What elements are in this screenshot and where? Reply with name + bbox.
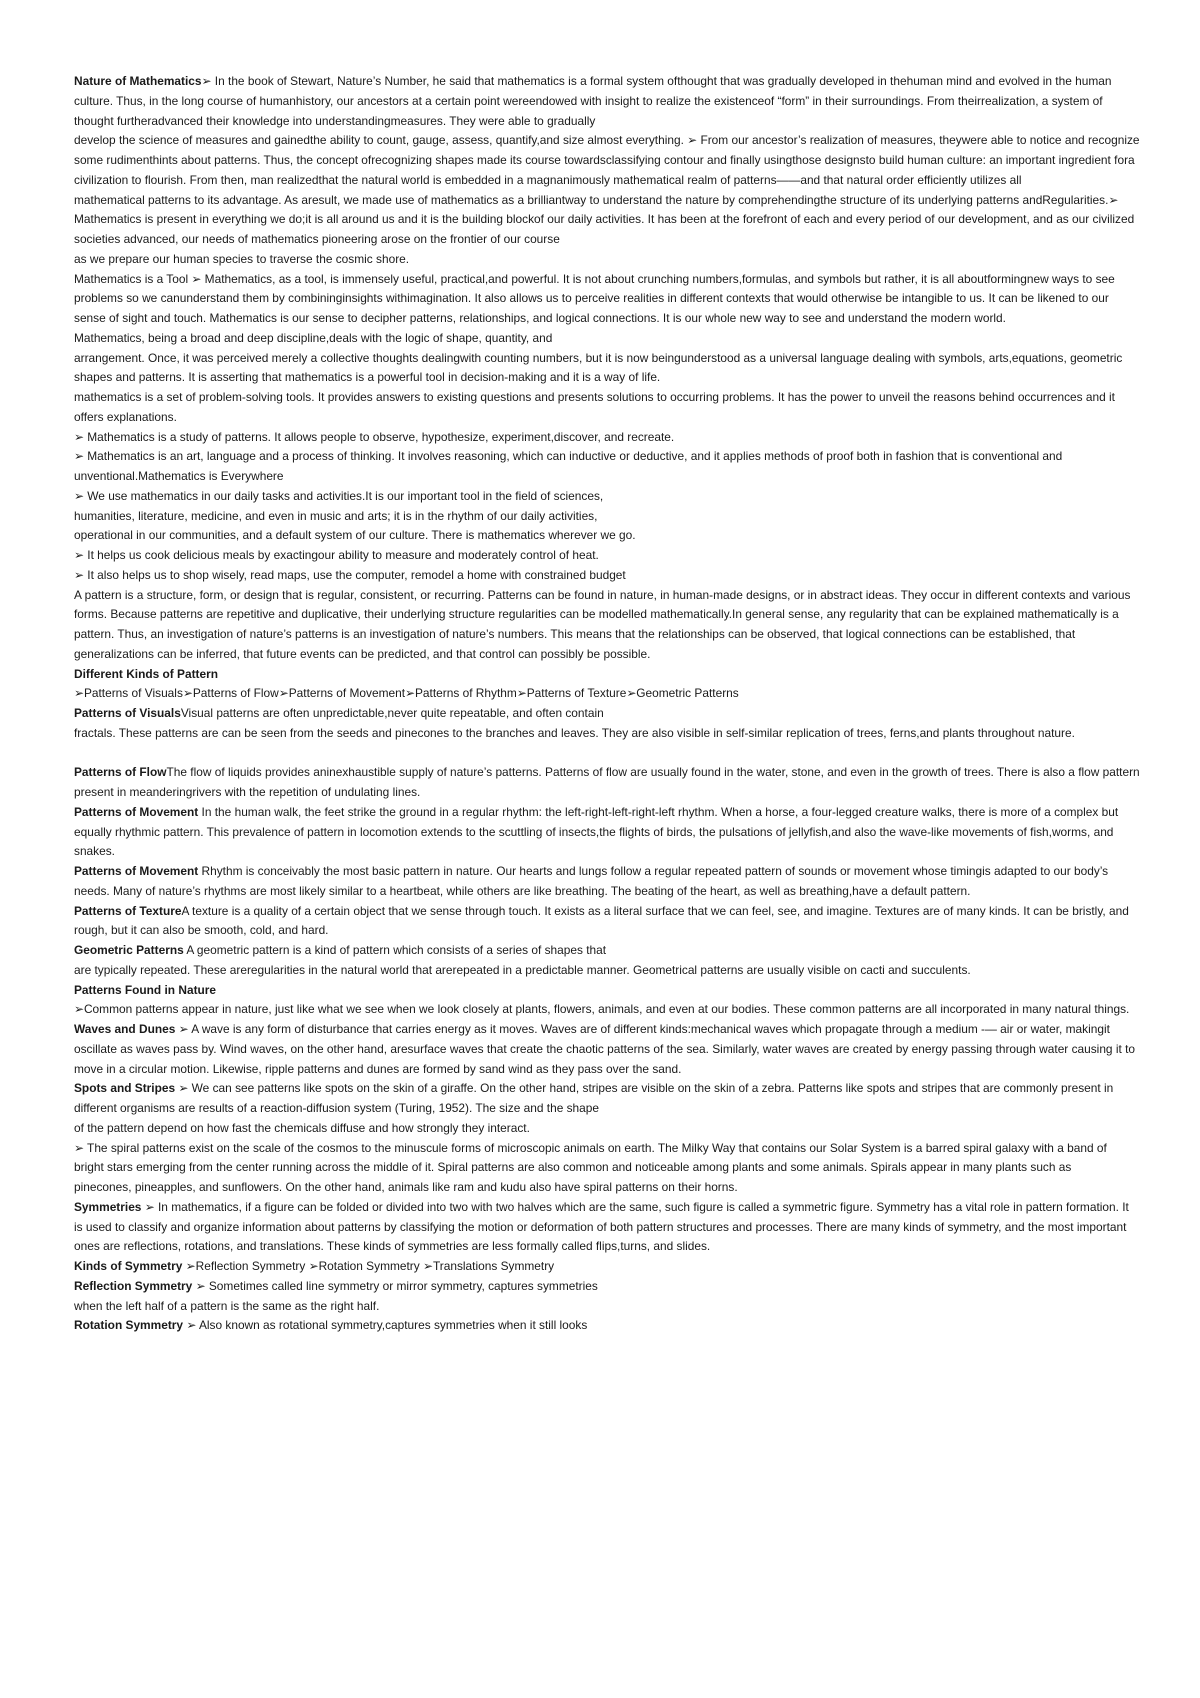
- heading-paragraph: [74, 1198, 1140, 1257]
- paragraph: [74, 191, 1140, 250]
- paragraph-text: of the pattern depend on how fast the chemicals diffuse and how strongly they interact.: [74, 1120, 530, 1135]
- paragraph-text: ➢Reflection Symmetry ➢Rotation Symmetry ➢Translations Symmetry: [182, 1259, 555, 1273]
- paragraph: [74, 388, 1140, 428]
- heading-paragraph: [74, 1277, 1140, 1297]
- heading-paragraph: [74, 803, 1140, 862]
- paragraph-text: Visual patterns are often unpredictable,never quite repeatable, and often contain: [180, 706, 604, 720]
- paragraph-text: bright stars emerging from the center running across the middle of it. Spiral patterns are also common and noticeable among plants and some animals. Spirals appear in many plants such as: [74, 1160, 1072, 1175]
- paragraph: [74, 1297, 1140, 1317]
- inline-heading: Symmetries: [74, 1199, 142, 1214]
- paragraph-text: A pattern is a structure, form, or design that is regular, consistent, or recurring. Patterns can be found in nature, in human-made designs, or in abstract ideas. They occur in different contexts and various forms. Because patterns are repetitive and duplicative, their underlying structure regularities can be modelled mathematically.In general sense, any regularity that can be explained mathematically is a pattern. Thus, an investigation of nature’s patterns is an investigation of nature’s numbers. This means that the relationships can be observed, that logical connections can be established, that generalizations can be inferred, that future events can be predicted, and that control can possibly be possible.: [74, 587, 1131, 661]
- paragraph-text: ➢ We can see patterns like spots on the skin of a giraffe. On the other hand, stripes are visible on the skin of a zebra. Patterns like spots and stripes that are commonly present in different organisms are results of a reaction-diffusion system (Turing, 1952). The size and the shape: [74, 1081, 1114, 1115]
- paragraph: [74, 131, 1140, 190]
- paragraph-text: ➢ Mathematics is an art, language and a process of thinking. It involves reasoning, which can inductive or deductive, and it applies methods of proof both in fashion that is conventional and unventional.Mathematics is Everywhere: [74, 449, 1063, 483]
- paragraph-text: culture. Thus, in the long course of humanhistory, our ancestors at a certain point wereendowed with insight to realize the existenceof “form” in their surroundings. From theirrealization, a system of thought furtheradvanced their knowledge into understandingmeasures. They were able to gradually: [74, 93, 1103, 128]
- paragraph-text: ➢ We use mathematics in our daily tasks and activities.It is our important tool in the field of sciences,: [74, 488, 604, 503]
- inline-heading: Reflection Symmetry: [74, 1278, 193, 1293]
- paragraph: [74, 1139, 1140, 1159]
- heading-paragraph: [74, 1257, 1140, 1277]
- heading-paragraph: [74, 704, 1140, 724]
- paragraph: [74, 724, 1140, 744]
- paragraph-text: as we prepare our human species to traverse the cosmic shore.: [74, 251, 410, 266]
- heading-paragraph: [74, 1079, 1140, 1119]
- paragraph: [74, 487, 1140, 507]
- paragraph-text: ➢ Also known as rotational symmetry,captures symmetries when it still looks: [183, 1318, 588, 1333]
- paragraph-text: are typically repeated. These areregularities in the natural world that arerepeated in a predictable manner. Geometrical patterns are usually visible on cacti and succulents.: [74, 962, 971, 977]
- heading-paragraph: [74, 902, 1140, 942]
- heading-paragraph: [74, 981, 1140, 1001]
- paragraph-text: develop the science of measures and gainedthe ability to count, gauge, assess, quantify,and size almost everything. ➢ From our ancestor’s realization of measures, theywere able to notice and recognize some rudimenthints about patterns. Thus, the concept ofrecognizing shapes made its course towardsclassifying contour and finally usingthose designsto build human culture: an important ingredient fora civilization to flourish. From then, man realizedthat the natural world is embedded in a magnanimously mathematical realm of patterns——and that natural order efficiently utilizes all: [74, 133, 1140, 187]
- paragraph: [74, 447, 1140, 487]
- inline-heading: Patterns of Flow: [74, 765, 167, 780]
- paragraph-text: ➢ A wave is any form of disturbance that carries energy as it moves. Waves are of different kinds:mechanical waves which propagate through a medium -— air or water, makingit oscillate as waves pass by. Wind waves, on the other hand, aresurface waves that create the chaotic patterns of the sea. Similarly, water waves are created by energy passing through water causing it to move in a circular motion. Likewise, ripple patterns and dunes are formed by sand wind as they pass over the sand.: [74, 1022, 1136, 1076]
- paragraph-text: The flow of liquids provides aninexhaustible supply of nature’s patterns. Patterns of flow are usually found in the water, stone, and even in the growth of trees. There is also a flow pattern present in meanderingrivers with the repetition of undulating lines.: [74, 765, 1140, 799]
- paragraph: [74, 1158, 1140, 1178]
- inline-heading: Patterns of Movement: [74, 864, 199, 878]
- paragraph: [74, 684, 1140, 704]
- inline-heading: Patterns Found in Nature: [74, 982, 217, 997]
- inline-heading: Nature of Mathematics: [74, 74, 202, 88]
- paragraph: [74, 250, 1140, 270]
- paragraph-text: ➢ It also helps us to shop wisely, read maps, use the computer, remodel a home with constrained budget: [74, 567, 626, 582]
- inline-heading: Patterns of Texture: [74, 903, 182, 918]
- inline-heading: Patterns of Movement: [74, 804, 199, 819]
- inline-heading: Spots and Stripes: [74, 1081, 176, 1096]
- inline-heading: Rotation Symmetry: [74, 1318, 184, 1333]
- heading-paragraph: [74, 665, 1140, 685]
- paragraph: [74, 92, 1140, 132]
- paragraph-text: Mathematics, being a broad and deep discipline,deals with the logic of shape, quantity, and: [74, 330, 553, 345]
- heading-paragraph: [74, 1316, 1140, 1336]
- document-body: [74, 72, 1140, 1336]
- paragraph-text: ➢ It helps us cook delicious meals by exactingour ability to measure and moderately control of heat.: [74, 548, 599, 562]
- paragraph-text: A geometric pattern is a kind of pattern which consists of a series of shapes that: [183, 943, 607, 957]
- paragraph: [74, 1119, 1140, 1139]
- heading-paragraph: [74, 941, 1140, 961]
- inline-heading: Kinds of Symmetry: [74, 1259, 183, 1273]
- paragraph-text: A texture is a quality of a certain object that we sense through touch. It exists as a literal surface that we can feel, see, and imagine. Textures are of many kinds. It can be bristly, and rough, but it can also be smooth, cold, and hard.: [74, 903, 1129, 938]
- paragraph: [74, 270, 1140, 329]
- paragraph-text: pinecones, pineapples, and sunflowers. On the other hand, animals like ram and kudu also have spiral patterns on their horns.: [74, 1180, 738, 1194]
- paragraph-text: operational in our communities, and a default system of our culture. There is mathematics wherever we go.: [74, 528, 636, 543]
- inline-heading: Patterns of Visuals: [74, 706, 181, 720]
- paragraph: [74, 526, 1140, 546]
- heading-paragraph: [74, 1020, 1140, 1079]
- paragraph: [74, 349, 1140, 389]
- paragraph-text: ➢ In the book of Stewart, Nature’s Number, he said that mathematics is a formal system ofthought that was gradually developed in thehuman mind and evolved in the human: [201, 74, 1112, 88]
- paragraph-text: Mathematics is a Tool ➢ Mathematics, as a tool, is immensely useful, practical,and powerful. It is not about crunching numbers,formulas, and symbols but rather, it is all aboutformingnew ways to see problems so we canunderstand them by combininginsights withimagination. It also allows us to perceive realities in different contexts that would otherwise be intangible to us. It can be likened to our sense of sight and touch. Mathematics is our sense to decipher patterns, relationships, and logical connections. It is our whole new way to see and understand the modern world.: [74, 271, 1115, 325]
- paragraph: [74, 961, 1140, 981]
- paragraph-text: ➢ In mathematics, if a figure can be folded or divided into two with two halves which are the same, such figure is called a symmetric figure. Symmetry has a vital role in pattern formation. It is used to classify and organize information about patterns by classifying the motion or deformation of both pattern structures and processes. There are many kinds of symmetry, and the most important ones are reflections, rotations, and translations. These kinds of symmetries are less formally called flips,turns, and slides.: [74, 1199, 1129, 1254]
- inline-heading: Geometric Patterns: [74, 943, 184, 957]
- paragraph-text: ➢ Mathematics is a study of patterns. It allows people to observe, hypothesize, experiment,discover, and recreate.: [74, 429, 675, 444]
- paragraph-text: when the left half of a pattern is the same as the right half.: [74, 1298, 380, 1313]
- paragraph: [74, 507, 1140, 527]
- paragraph-spacer: [74, 744, 1140, 764]
- paragraph: [74, 586, 1140, 665]
- paragraph-text: arrangement. Once, it was perceived merely a collective thoughts dealingwith counting numbers, but it is now beingunderstood as a universal language dealing with symbols, arts,equations, geometric shapes and patterns. It is asserting that mathematics is a powerful tool in decision-making and it is a way of life.: [74, 350, 1123, 385]
- paragraph-text: In the human walk, the feet strike the ground in a regular rhythm: the left-right-left-right-left rhythm. When a horse, a four-legged creature walks, there is more of a complex but equally rhythmic pattern. This prevalence of pattern in locomotion extends to the scuttling of insects,the flights of birds, the pulsations of jellyfish,and also the wave-like movements of fish,worms, and snakes.: [74, 804, 1119, 859]
- heading-paragraph: [74, 862, 1140, 902]
- paragraph-text: humanities, literature, medicine, and even in music and arts; it is in the rhythm of our daily activities,: [74, 508, 598, 523]
- paragraph: [74, 1000, 1140, 1020]
- heading-paragraph: [74, 763, 1140, 803]
- paragraph: [74, 566, 1140, 586]
- inline-heading: Waves and Dunes: [74, 1022, 176, 1036]
- paragraph-text: ➢ Sometimes called line symmetry or mirror symmetry, captures symmetries: [192, 1278, 598, 1293]
- paragraph-text: ➢Common patterns appear in nature, just like what we see when we look closely at plants, flowers, animals, and even at our bodies. These common patterns are all incorporated in many natural things.: [74, 1002, 1130, 1017]
- inline-heading: Different Kinds of Pattern: [74, 666, 219, 681]
- paragraph: [74, 1178, 1140, 1198]
- paragraph-text: mathematics is a set of problem-solving tools. It provides answers to existing questions and presents solutions to occurring problems. It has the power to unveil the reasons behind occurrences and it offers explanations.: [74, 390, 1115, 424]
- paragraph: [74, 546, 1140, 566]
- paragraph-text: ➢ The spiral patterns exist on the scale of the cosmos to the minuscule forms of microscopic animals on earth. The Milky Way that contains our Solar System is a barred spiral galaxy with a band of: [74, 1140, 1107, 1155]
- paragraph-text: mathematical patterns to its advantage. As aresult, we made use of mathematics as a brilliantway to understand the nature by comprehendingthe structure of its underlying patterns andRegularities.➢ Mathematics is present in everything we do;it is all around us and it is the building blockof our daily activities. It has been at the forefront of each and every period of our development, and as our civilized societies advanced, our needs of mathematics pioneering arose on the frontier of our course: [74, 192, 1135, 246]
- paragraph-text: fractals. These patterns are can be seen from the seeds and pinecones to the branches and leaves. They are also visible in self-similar replication of trees, ferns,and plants throughout nature.: [74, 725, 1075, 740]
- paragraph-text: Rhythm is conceivably the most basic pattern in nature. Our hearts and lungs follow a regular repeated pattern of sounds or movement whose timingis adapted to our body’s needs. Many of nature’s rhythms are most likely similar to a heartbeat, while others are like breathing. The beating of the heart, as well as breathing,have a default pattern.: [74, 864, 1109, 898]
- paragraph: [74, 428, 1140, 448]
- paragraph-text: ➢Patterns of Visuals➢Patterns of Flow➢Patterns of Movement➢Patterns of Rhythm➢Patterns of Texture➢Geometric Patterns: [74, 686, 739, 701]
- paragraph: [74, 329, 1140, 349]
- heading-paragraph: [74, 72, 1140, 92]
